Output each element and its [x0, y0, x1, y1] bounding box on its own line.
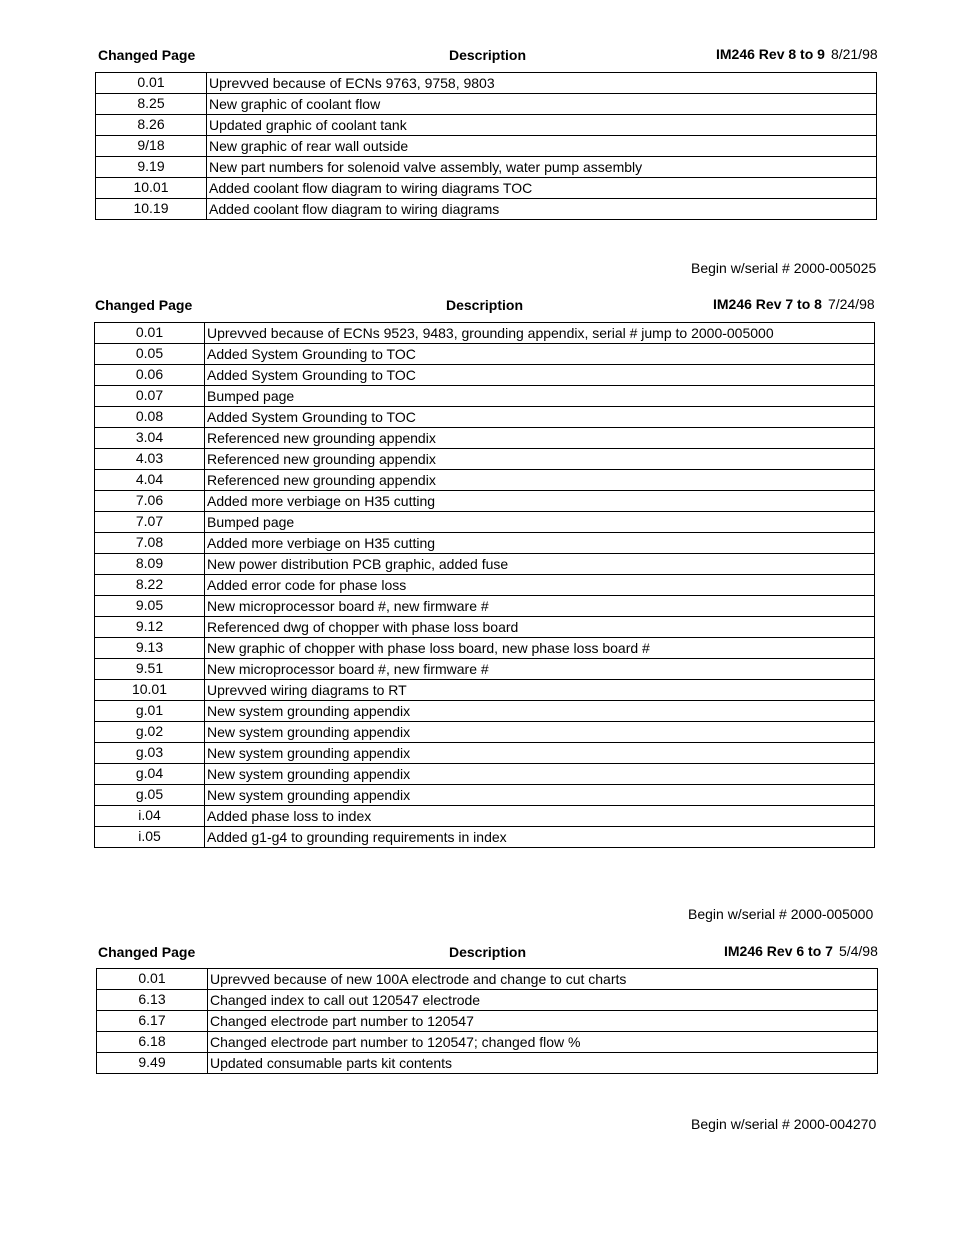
description-cell: New system grounding appendix — [205, 743, 875, 764]
changes-table — [94, 322, 875, 848]
description-cell: Added more verbiage on H35 cutting — [205, 491, 875, 512]
description-cell: Added System Grounding to TOC — [205, 365, 875, 386]
description-cell: New graphic of rear wall outside — [207, 136, 877, 157]
changed-page-cell: i.04 — [95, 806, 205, 827]
changed-page-cell: 9.13 — [95, 638, 205, 659]
description-header: Description — [449, 944, 527, 960]
revision-label: IM246 Rev 6 to 7 — [724, 943, 833, 959]
changes-table-body — [97, 969, 878, 1074]
description-cell: Uprevved wiring diagrams to RT — [205, 680, 875, 701]
table-row — [97, 990, 878, 1011]
table-row — [95, 743, 875, 764]
changed-page-cell: 4.03 — [95, 449, 205, 470]
description-cell: New graphic of coolant flow — [207, 94, 877, 115]
changed-page-cell: 8.09 — [95, 554, 205, 575]
serial-note: Begin w/serial # 2000-005025 — [691, 260, 877, 276]
changed-page-cell: 7.08 — [95, 533, 205, 554]
changed-page-cell: 7.07 — [95, 512, 205, 533]
table-row — [95, 827, 875, 848]
description-cell: Changed electrode part number to 120547 — [208, 1011, 878, 1032]
description-cell: Added more verbiage on H35 cutting — [205, 533, 875, 554]
table-row — [95, 323, 875, 344]
table-row — [97, 1011, 878, 1032]
table-row — [95, 680, 875, 701]
changes-table — [96, 968, 878, 1074]
table-row — [95, 449, 875, 470]
table-row — [95, 512, 875, 533]
changed-page-header: Changed Page — [98, 47, 196, 63]
description-cell: Updated graphic of coolant tank — [207, 115, 877, 136]
changed-page-cell: 8.22 — [95, 575, 205, 596]
description-cell: New part numbers for solenoid valve assembly, water pump assembly — [207, 157, 877, 178]
description-cell: Referenced dwg of chopper with phase loss board — [205, 617, 875, 638]
table-row — [95, 470, 875, 491]
table-row — [95, 491, 875, 512]
description-cell: New system grounding appendix — [205, 764, 875, 785]
description-cell: Uprevved because of ECNs 9763, 9758, 9803 — [207, 73, 877, 94]
changed-page-cell: g.05 — [95, 785, 205, 806]
description-cell: New power distribution PCB graphic, added fuse — [205, 554, 875, 575]
description-cell: New graphic of chopper with phase loss board, new phase loss board # — [205, 638, 875, 659]
table-row — [95, 386, 875, 407]
table-row — [96, 157, 877, 178]
changed-page-cell: 0.06 — [95, 365, 205, 386]
changed-page-header: Changed Page — [95, 297, 193, 313]
description-cell: Added System Grounding to TOC — [205, 407, 875, 428]
table-row — [95, 344, 875, 365]
description-cell: Uprevved because of ECNs 9523, 9483, grounding appendix, serial # jump to 2000-005000 — [205, 323, 875, 344]
description-cell: Changed electrode part number to 120547; changed flow % — [208, 1032, 878, 1053]
revision-date: 5/4/98 — [838, 943, 878, 959]
table-row — [97, 1053, 878, 1074]
description-cell: Referenced new grounding appendix — [205, 470, 875, 491]
changed-page-cell: 10.01 — [95, 680, 205, 701]
table-row — [95, 617, 875, 638]
description-cell: New microprocessor board #, new firmware # — [205, 596, 875, 617]
description-header: Description — [446, 297, 524, 313]
table-row — [95, 806, 875, 827]
serial-note: Begin w/serial # 2000-004270 — [691, 1116, 877, 1132]
description-cell: Changed index to call out 120547 electrode — [208, 990, 878, 1011]
description-cell: Bumped page — [205, 512, 875, 533]
table-row — [95, 533, 875, 554]
table-row — [95, 764, 875, 785]
changed-page-cell: 4.04 — [95, 470, 205, 491]
table-row — [95, 554, 875, 575]
table-row — [95, 659, 875, 680]
changed-page-cell: 9.12 — [95, 617, 205, 638]
table-row — [95, 785, 875, 806]
changed-page-cell: 0.08 — [95, 407, 205, 428]
changed-page-cell: 10.19 — [96, 199, 207, 220]
table-row — [96, 199, 877, 220]
changed-page-cell: 8.25 — [96, 94, 207, 115]
table-row — [95, 638, 875, 659]
changed-page-cell: 9.49 — [97, 1053, 208, 1074]
description-cell: Added g1-g4 to grounding requirements in index — [205, 827, 875, 848]
changed-page-cell: 9/18 — [96, 136, 207, 157]
changed-page-cell: 9.05 — [95, 596, 205, 617]
changes-table-body — [96, 73, 877, 220]
changed-page-cell: g.02 — [95, 722, 205, 743]
revision-header — [713, 296, 875, 312]
revision-header — [716, 46, 878, 62]
changed-page-cell: 0.01 — [96, 73, 207, 94]
changed-page-cell: 10.01 — [96, 178, 207, 199]
table-row — [95, 722, 875, 743]
description-cell: Bumped page — [205, 386, 875, 407]
changed-page-cell: 6.18 — [97, 1032, 208, 1053]
table-row — [96, 94, 877, 115]
revision-date: 7/24/98 — [827, 296, 875, 312]
description-cell: New system grounding appendix — [205, 722, 875, 743]
description-cell: New system grounding appendix — [205, 785, 875, 806]
changed-page-cell: 8.26 — [96, 115, 207, 136]
revision-label: IM246 Rev 7 to 8 — [713, 296, 822, 312]
table-row — [97, 969, 878, 990]
table-row — [97, 1032, 878, 1053]
changed-page-header: Changed Page — [98, 944, 196, 960]
changes-table — [95, 72, 877, 220]
changed-page-cell: 6.13 — [97, 990, 208, 1011]
description-cell: Referenced new grounding appendix — [205, 449, 875, 470]
changed-page-cell: 6.17 — [97, 1011, 208, 1032]
changed-page-cell: 0.07 — [95, 386, 205, 407]
table-row — [95, 701, 875, 722]
changed-page-cell: g.03 — [95, 743, 205, 764]
description-cell: Added error code for phase loss — [205, 575, 875, 596]
changed-page-cell: g.01 — [95, 701, 205, 722]
serial-note: Begin w/serial # 2000-005000 — [688, 906, 874, 922]
changed-page-cell: 0.01 — [97, 969, 208, 990]
description-header: Description — [449, 47, 527, 63]
table-row — [95, 428, 875, 449]
revision-date: 8/21/98 — [830, 46, 878, 62]
table-row — [96, 136, 877, 157]
changed-page-cell: 9.19 — [96, 157, 207, 178]
table-row — [95, 575, 875, 596]
table-row — [96, 73, 877, 94]
description-cell: Updated consumable parts kit contents — [208, 1053, 878, 1074]
description-cell: New microprocessor board #, new firmware # — [205, 659, 875, 680]
description-cell: Added System Grounding to TOC — [205, 344, 875, 365]
description-cell: Added coolant flow diagram to wiring diagrams — [207, 199, 877, 220]
table-row — [96, 178, 877, 199]
description-cell: New system grounding appendix — [205, 701, 875, 722]
revision-header — [724, 943, 878, 959]
changed-page-cell: i.05 — [95, 827, 205, 848]
changed-page-cell: 3.04 — [95, 428, 205, 449]
table-row — [95, 596, 875, 617]
description-cell: Added phase loss to index — [205, 806, 875, 827]
changed-page-cell: 9.51 — [95, 659, 205, 680]
revision-label: IM246 Rev 8 to 9 — [716, 46, 825, 62]
table-row — [96, 115, 877, 136]
changed-page-cell: 7.06 — [95, 491, 205, 512]
changes-table-body — [95, 323, 875, 848]
table-row — [95, 365, 875, 386]
table-row — [95, 407, 875, 428]
description-cell: Referenced new grounding appendix — [205, 428, 875, 449]
changed-page-cell: 0.01 — [95, 323, 205, 344]
description-cell: Uprevved because of new 100A electrode and change to cut charts — [208, 969, 878, 990]
changed-page-cell: 0.05 — [95, 344, 205, 365]
changed-page-cell: g.04 — [95, 764, 205, 785]
description-cell: Added coolant flow diagram to wiring diagrams TOC — [207, 178, 877, 199]
